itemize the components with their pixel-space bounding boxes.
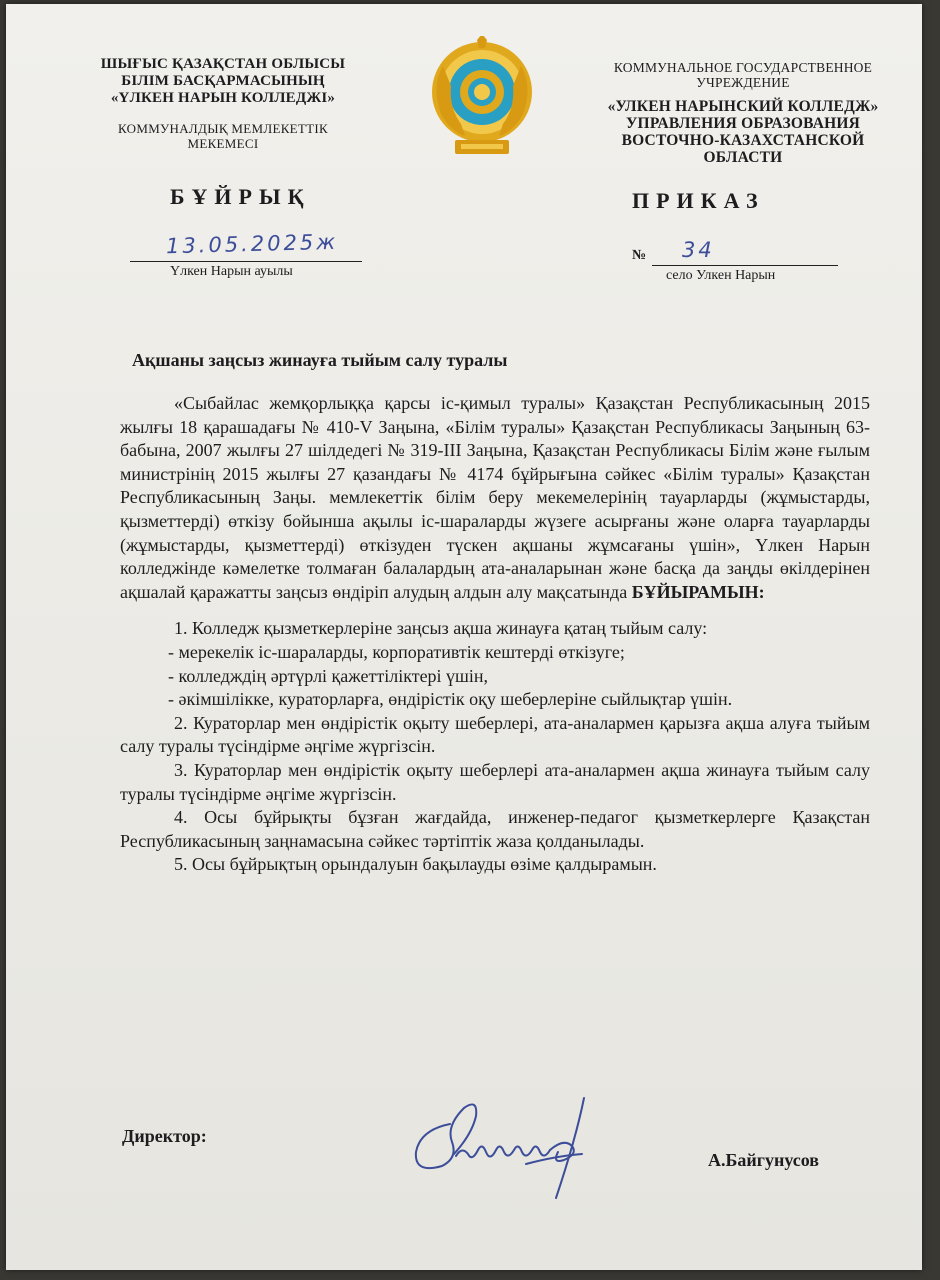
director-name: А.Байгунусов	[708, 1150, 820, 1170]
state-emblem-icon	[421, 36, 543, 158]
date-underline	[130, 261, 362, 262]
org-name-kz: ШЫҒЫС ҚАЗАҚСТАН ОБЛЫСЫ БІЛІМ БАСҚАРМАСЫНЫҢ «ҮЛКЕН НАРЫН КОЛЛЕДЖІ»	[100, 56, 346, 106]
org-type-ru: КОММУНАЛЬНОЕ ГОСУДАРСТВЕННОЕ УЧРЕЖДЕНИЕ	[613, 60, 873, 90]
order-item-1-dash-3: - әкімшілікке, кураторларға, өндірістік оқу шеберлеріне сыйлықтар үшін.	[168, 689, 733, 710]
number-underline	[652, 265, 838, 266]
header-right-ru	[578, 60, 908, 166]
director-label: Директор:	[122, 1126, 207, 1146]
place-kz: Үлкен Нарын ауылы	[170, 264, 293, 279]
order-item-1: 1. Колледж қызметкерлеріне заңсыз ақша жинауға қатаң тыйым салу:	[174, 618, 708, 639]
date-handwritten: 13.05.2025ж	[165, 229, 339, 259]
doc-type-kz: БҰЙРЫҚ	[170, 184, 311, 209]
document-body	[120, 392, 870, 877]
document-sheet	[6, 4, 922, 1270]
order-item-5: 5. Осы бұйрықтың орындалуын бақылауды өзіме қалдырамын.	[174, 854, 657, 875]
signature-icon	[406, 1094, 596, 1204]
doc-type-ru: ПРИКАЗ	[632, 188, 765, 213]
number-handwritten: 34	[682, 238, 715, 262]
order-item-3: 3. Кураторлар мен өндірістік оқыту шеберлері ата-аналармен ақша жинауға тыйым салу туралы түсіндірме әңгіме жүргізсін.	[120, 759, 870, 804]
order-item-1-dash-2: - колледждің әртүрлі қажеттіліктері үшін,	[168, 665, 489, 686]
order-item-4: 4. Осы бұйрықты бұзған жағдайда, инженер-педагог қызметкерлерге Қазақстан Республикасының заңнамасына сәйкес тәртіптік жаза қолданылады.	[120, 807, 870, 851]
order-word: БҰЙЫРАМЫН:	[631, 581, 765, 602]
preamble-paragraph: «Сыбайлас жемқорлыққа қарсы іс-қимыл туралы» Қазақстан Республикасының 2015 жылғы 18 қарашадағы № 410-V Заңына, «Білім туралы» Қазақстан Республикасы Заңының 63-бабына, 2007 жылғы 27 шілдедегі № 319-III Заңына, Қазақстан Республикасы Білім және ғылым министрінің 2015 жылғы 27 қазандағы № 4174 бұйрығына сәйкес «Білім туралы» Қазақстан Республикасының Заңы. мемлекеттік білім беру мекемелерінің тауарларды (жұмыстарды, қызметтерді) өткізу бойынша ақылы іс-шараларды жүзеге асырғаны және оларға тауарларды (жұмыстарды, қызметтерді) өткізуден түскен ақшаны жұмсағаны үшін», Үлкен Нарын колледжінде кәмелетке толмаған балалардың ата-аналарынан және басқа да заңды өкілдерінен ақшалай қаражатты заңсыз өндіріп алудың алдын алу мақсатында БҰЙЫРАМЫН:	[120, 393, 870, 602]
org-type-kz: КОММУНАЛДЫҚ МЕМЛЕКЕТТІК МЕКЕМЕСІ	[118, 121, 328, 151]
header-left-kz	[86, 56, 360, 151]
document-heading: Ақшаны заңсыз жинауға тыйым салу туралы	[132, 350, 508, 370]
order-item-1-dash-1: - мерекелік іс-шараларды, корпоративтік кештерді өткізуге;	[168, 641, 625, 662]
org-name-ru: «УЛКЕН НАРЫНСКИЙ КОЛЛЕДЖ» УПРАВЛЕНИЯ ОБРАЗОВАНИЯ ВОСТОЧНО-КАЗАХСТАНСКОЙ ОБЛАСТИ	[607, 98, 879, 166]
place-ru: село Улкен Нарын	[666, 268, 776, 283]
number-sign: №	[632, 248, 647, 263]
order-item-2: 2. Кураторлар мен өндірістік оқыту шеберлері, ата-аналармен қарызға ақша алуға тыйым салу туралы түсіндірме әңгіме жүргізсін.	[120, 712, 870, 757]
